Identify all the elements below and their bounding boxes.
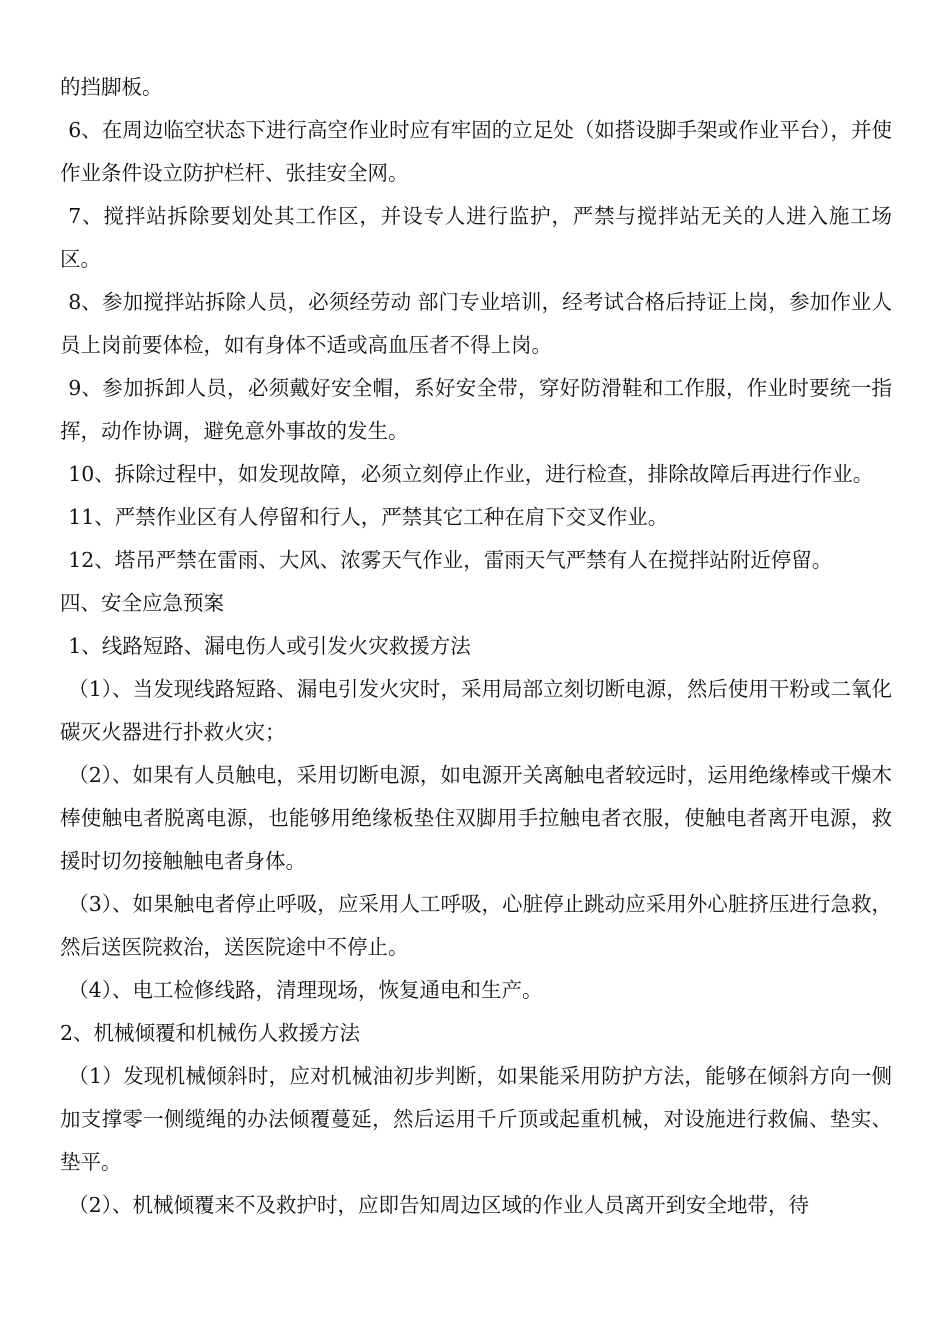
paragraph-1: 的挡脚板。 [60,75,163,99]
paragraph-electrical-2: （2）、如果有人员触电，采用切断电源，如电源开关离触电者较远时，运用绝缘棒或干燥木棒使触电者脱离电源，也能够用绝缘板垫住双脚用手拉触电者衣服，使触电者离开电源，救援时切勿接触触电者身体。 [60,763,892,873]
paragraph-item-12: 12、塔吊严禁在雷雨、大风、浓雾天气作业，雷雨天气严禁有人在搅拌站附近停留。 [68,548,833,572]
paragraph-item-11: 11、严禁作业区有人停留和行人，严禁其它工种在肩下交叉作业。 [68,505,669,529]
paragraph-electrical-4: （4）、电工检修线路，清理现场，恢复通电和生产。 [68,978,543,1002]
paragraph-machinery-1: （1）发现机械倾斜时，应对机械油初步判断，如果能采用防护方法，能够在倾斜方向一侧加支撑零一侧缆绳的办法倾覆蔓延，然后运用千斤顶或起重机械，对设施进行救偏、垫实、垫平。 [60,1064,892,1174]
paragraph-item-6: 6、在周边临空状态下进行高空作业时应有牢固的立足处（如搭设脚手架或作业平台），并使作业条件设立防护栏杆、张挂安全网。 [60,118,892,185]
paragraph-item-7: 7、搅拌站拆除要划处其工作区，并设专人进行监护，严禁与搅拌站无关的人进入施工场区。 [60,204,892,271]
paragraph-item-10: 10、拆除过程中，如发现故障，必须立刻停止作业，进行检查，排除故障后再进行作业。 [68,462,874,486]
paragraph-machinery-2: （2）、机械倾覆来不及救护时，应即告知周边区域的作业人员离开到安全地带，待 [68,1193,809,1217]
section-heading-emergency-plan: 四、安全应急预案 [60,591,224,615]
subheading-machinery-rescue: 2、机械倾覆和机械伤人救援方法 [60,1021,361,1045]
paragraph-electrical-3: （3）、如果触电者停止呼吸，应采用人工呼吸，心脏停止跳动应采用外心脏挤压进行急救，然后送医院救治，送医院途中不停止。 [60,892,892,959]
document-page [60,66,892,1227]
subheading-electrical-rescue: 1、线路短路、漏电伤人或引发火灾救援方法 [68,634,471,658]
paragraph-electrical-1: （1）、当发现线路短路、漏电引发火灾时，采用局部立刻切断电源，然后使用干粉或二氧化碳灭火器进行扑救火灾； [60,677,892,744]
paragraph-item-9: 9、参加拆卸人员，必须戴好安全帽，系好安全带，穿好防滑鞋和工作服，作业时要统一指挥，动作协调，避免意外事故的发生。 [60,376,892,443]
paragraph-item-8: 8、参加搅拌站拆除人员，必须经劳动 部门专业培训，经考试合格后持证上岗，参加作业人员上岗前要体检，如有身体不适或高血压者不得上岗。 [60,290,892,357]
